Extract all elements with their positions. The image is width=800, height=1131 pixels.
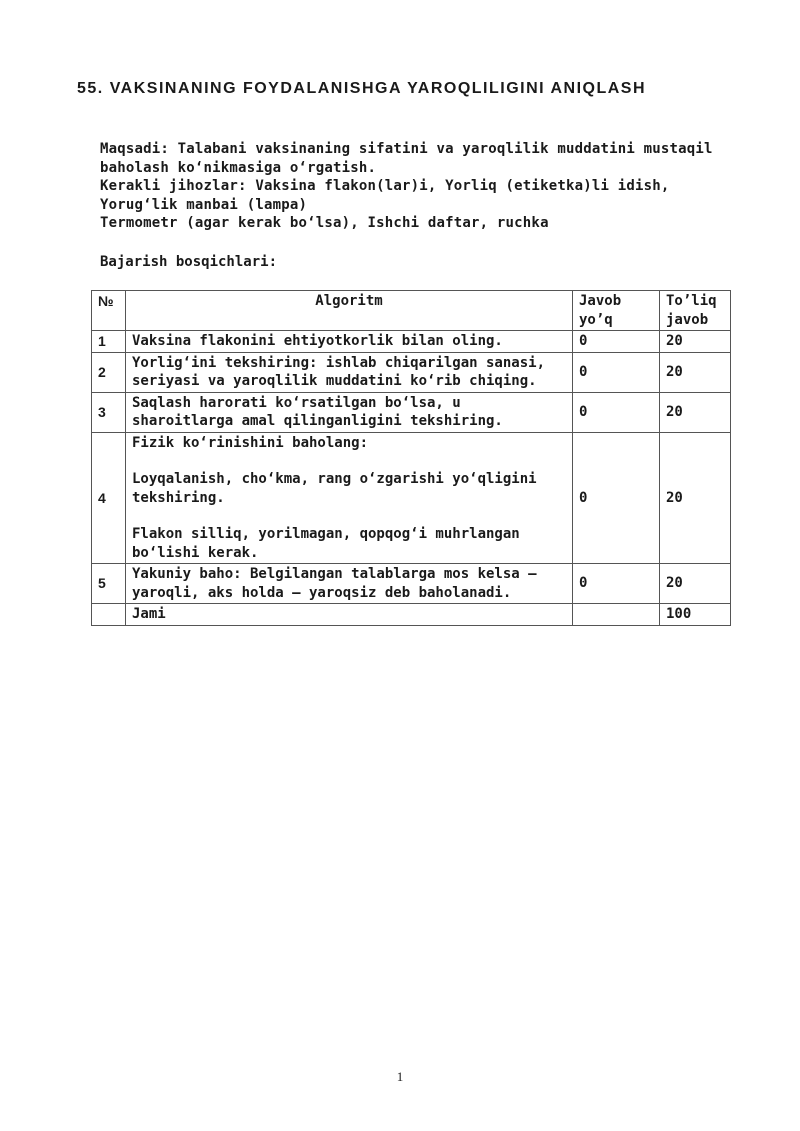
row-no-answer-score: 0 <box>573 352 660 392</box>
table-body <box>92 331 731 604</box>
row-number: 2 <box>92 352 126 392</box>
row-full-answer-score: 20 <box>660 392 731 432</box>
paragraph-gap <box>132 452 566 470</box>
equipment-text-continued: Termometr (agar kerak bo‘lsa), Ishchi daftar, ruchka <box>100 215 549 231</box>
algorithm-paragraph: Yakuniy baho: Belgilangan talablarga mos kelsa — yaroqli, aks holda — yaroqsiz deb baholanadi. <box>132 566 537 601</box>
table-total-row <box>92 604 731 626</box>
header-algorithm: Algoritm <box>126 291 573 331</box>
algorithm-paragraph: Vaksina flakonini ehtiyotkorlik bilan oling. <box>132 333 503 349</box>
equipment-text: Kerakli jihozlar: Vaksina flakon(lar)i, Yorliq (etiketka)li idish, Yorug‘lik manbai (lampa) <box>100 178 670 213</box>
row-no-answer-score: 0 <box>573 564 660 604</box>
row-algorithm <box>126 564 573 604</box>
row-algorithm <box>126 352 573 392</box>
table-row <box>92 432 731 564</box>
total-answer-cell <box>573 604 660 626</box>
row-number: 1 <box>92 331 126 353</box>
page-title: 55. VAKSINANING FOYDALANISHGA YAROQLILIGINI ANIQLASH <box>77 80 647 97</box>
paragraph-gap <box>132 507 566 525</box>
header-number: № <box>92 291 126 331</box>
table-header-row <box>92 291 731 331</box>
table-row <box>92 564 731 604</box>
row-number: 5 <box>92 564 126 604</box>
algorithm-paragraph: Yorlig‘ini tekshiring: ishlab chiqarilgan sanasi, seriyasi va yaroqlilik muddatini ko‘rib chiqing. <box>132 354 546 389</box>
total-number-cell <box>92 604 126 626</box>
row-algorithm <box>126 392 573 432</box>
total-full-value: 100 <box>660 604 731 626</box>
row-number: 4 <box>92 432 126 564</box>
table-row <box>92 331 731 353</box>
algorithm-paragraph: Flakon silliq, yorilmagan, qopqog‘i muhrlangan bo‘lishi kerak. <box>132 526 520 561</box>
intro-block <box>100 140 740 233</box>
algorithm-paragraph: Saqlash harorati ko‘rsatilgan bo‘lsa, u sharoitlarga amal qilinganligini tekshiring. <box>132 394 503 429</box>
algorithm-table <box>91 290 731 626</box>
table-row <box>92 392 731 432</box>
row-full-answer-score: 20 <box>660 331 731 353</box>
row-no-answer-score: 0 <box>573 392 660 432</box>
algorithm-paragraph: Loyqalanish, cho‘kma, rang o‘zgarishi yo‘qligini tekshiring. <box>132 471 537 506</box>
header-no-answer: Javob yo’q <box>573 291 660 331</box>
row-algorithm <box>126 432 573 564</box>
row-no-answer-score: 0 <box>573 432 660 564</box>
row-number: 3 <box>92 392 126 432</box>
total-label: Jami <box>126 604 573 626</box>
table-row <box>92 352 731 392</box>
row-full-answer-score: 20 <box>660 432 731 564</box>
steps-heading: Bajarish bosqichlari: <box>100 254 278 270</box>
header-full-answer: To’liq javob <box>660 291 731 331</box>
row-no-answer-score: 0 <box>573 331 660 353</box>
purpose-text: Maqsadi: Talabani vaksinaning sifatini va yaroqlilik muddatini mustaqil baholash ko‘nikmasiga o‘rgatish. <box>100 141 713 176</box>
page-number: 1 <box>396 1069 404 1084</box>
row-full-answer-score: 20 <box>660 564 731 604</box>
algorithm-paragraph: Fizik ko‘rinishini baholang: <box>132 434 369 451</box>
row-full-answer-score: 20 <box>660 352 731 392</box>
row-algorithm <box>126 331 573 353</box>
